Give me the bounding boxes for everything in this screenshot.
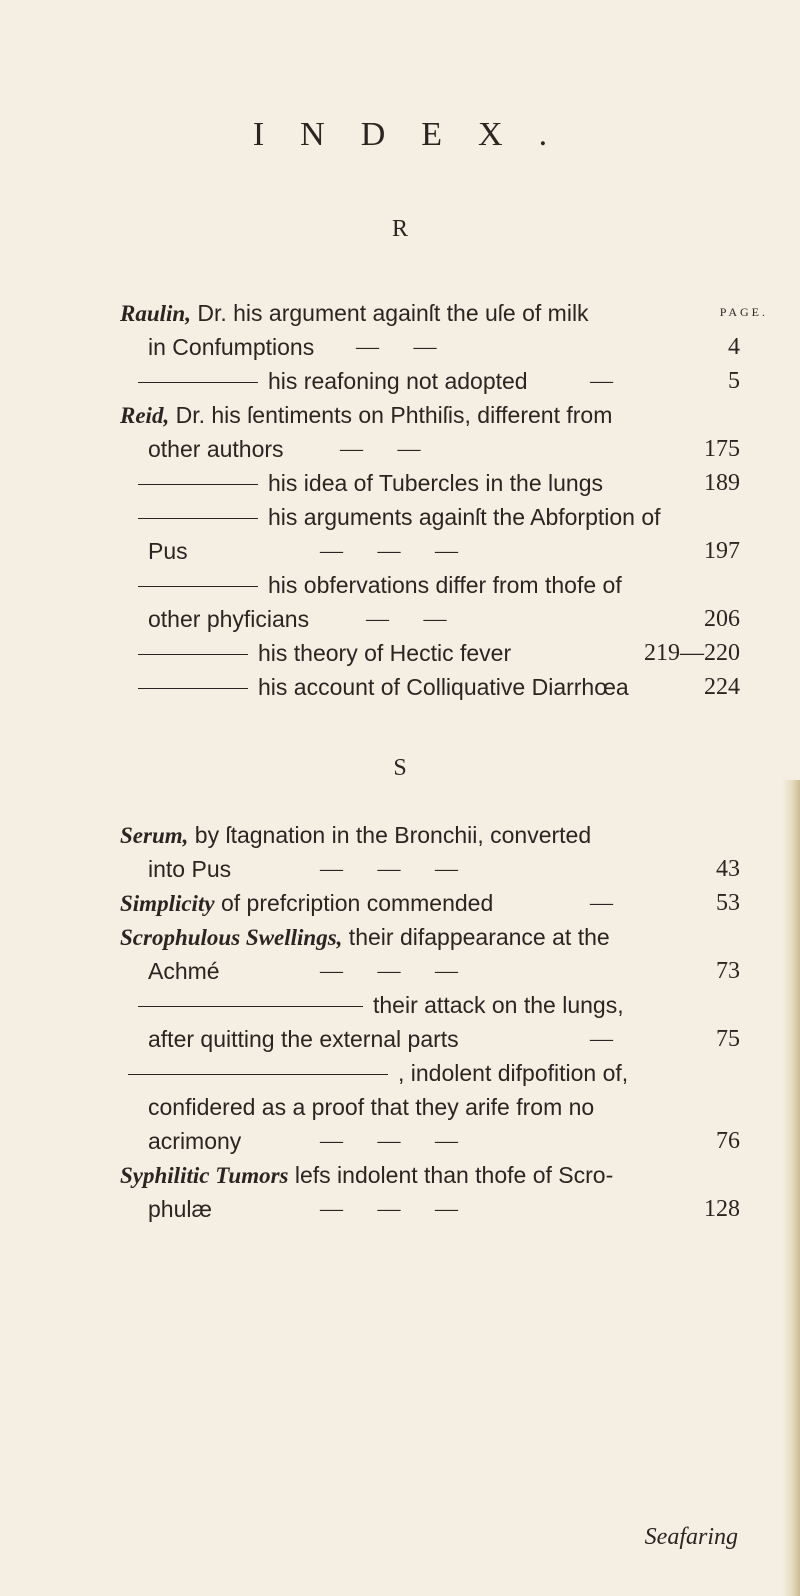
entry-text-group [120, 296, 589, 331]
entry-text: lefs indolent than thofe of Scro- [288, 1162, 614, 1188]
entry-keyword: Serum, [120, 823, 189, 848]
page-number: 43 [716, 856, 740, 882]
leader-dashes: — — — [320, 958, 458, 983]
entry-text: by ſtagnation in the Bronchii, converted [188, 822, 592, 848]
leader-dashes: — [590, 890, 613, 915]
entry-text-group [120, 818, 591, 853]
entry-text: , indolent difpofition of, [398, 1060, 629, 1086]
entry-text-group [148, 1124, 241, 1158]
entry-text-group [120, 398, 612, 433]
entry-keyword: Syphilitic Tumors [120, 1163, 289, 1188]
entry-text: after quitting the external parts [148, 1026, 459, 1052]
r-entry [120, 636, 740, 670]
entry-text-group [148, 432, 284, 466]
entry-text: into Pus [148, 856, 232, 882]
page-title: INDEX. [252, 116, 584, 153]
entry-text: phulæ [148, 1196, 212, 1222]
entry-text-group [375, 988, 624, 1022]
leader-dashes: — — — [320, 1196, 458, 1221]
entry-text-group [120, 920, 610, 955]
entry-keyword: Raulin, [120, 301, 191, 326]
page-number: 53 [716, 890, 740, 916]
s-entry [120, 1090, 740, 1124]
page-number: 206 [704, 606, 740, 632]
entry-text: other phyficians [148, 606, 310, 632]
entry-text-group [148, 1192, 212, 1226]
leader-dashes: — [590, 368, 613, 393]
entry-text: their attack on the lungs, [373, 992, 624, 1018]
page-number: 128 [704, 1196, 740, 1222]
page-number: 224 [704, 674, 740, 700]
entry-text-group [270, 500, 661, 534]
r-entry [120, 364, 740, 398]
r-entry [120, 330, 740, 364]
s-entry [120, 920, 740, 954]
entry-text-group [270, 364, 528, 398]
s-entry [120, 1158, 740, 1192]
entry-text: other authors [148, 436, 284, 462]
r-entry [120, 398, 740, 432]
entry-text: confidered as a proof that they arife from no [148, 1094, 595, 1120]
leader-dashes: — — [366, 606, 447, 631]
leader-dashes: — [590, 1026, 613, 1051]
entry-text-group [148, 1022, 459, 1056]
entry-text: Achmé [148, 958, 220, 984]
entry-keyword: Simplicity [120, 891, 215, 916]
entry-text-group [260, 670, 629, 704]
page-number: 73 [716, 958, 740, 984]
entry-text: their difappearance at the [342, 924, 610, 950]
leader-dashes: — — — [320, 538, 458, 563]
page-number: 197 [704, 538, 740, 564]
ditto-dash [138, 654, 248, 655]
page-number: 219—220 [644, 640, 740, 666]
ditto-dash [138, 382, 258, 383]
r-entry [120, 296, 740, 330]
ditto-dash [138, 688, 248, 689]
entry-text: his idea of Tubercles in the lungs [268, 470, 603, 496]
entry-text-group [120, 886, 493, 921]
ditto-dash [138, 1006, 363, 1007]
page-number: 76 [716, 1128, 740, 1154]
ditto-dash [138, 518, 258, 519]
page-number: 189 [704, 470, 740, 496]
leader-dashes: — — — [320, 1128, 458, 1153]
entry-text: his arguments againſt the Abforption of [268, 504, 661, 530]
page-number: 4 [728, 334, 740, 360]
r-entry [120, 602, 740, 636]
entry-text: in Confumptions [148, 334, 315, 360]
r-entry [120, 534, 740, 568]
ditto-dash [138, 484, 258, 485]
s-entry [120, 1124, 740, 1158]
entry-text-group [270, 466, 603, 500]
catchword: Seafaring [644, 1524, 738, 1550]
entry-text-group [148, 1090, 594, 1124]
entry-keyword: Scrophulous Swellings, [120, 925, 343, 950]
page-edge-shadow [782, 780, 800, 1596]
s-entry [120, 1056, 740, 1090]
entry-text: Dr. his ſentiments on Phthiſis, different from [169, 402, 613, 428]
leader-dashes: — — — [320, 856, 458, 881]
r-entry [120, 432, 740, 466]
entry-text: Dr. his argument againſt the uſe of milk [190, 300, 589, 326]
s-entry [120, 954, 740, 988]
s-entry [120, 1022, 740, 1056]
s-entry [120, 886, 740, 920]
entry-text: his account of Colliquative Diarrhœa [258, 674, 629, 700]
entry-text-group [148, 330, 314, 364]
entry-text-group [148, 602, 309, 636]
section-letter-r: R [391, 216, 408, 242]
entry-text: his reafoning not adopted [268, 368, 528, 394]
leader-dashes: — — [356, 334, 437, 359]
s-entry [120, 818, 740, 852]
entry-text-group [120, 1158, 613, 1193]
ditto-dash [128, 1074, 388, 1075]
page-number: 75 [716, 1026, 740, 1052]
entry-text-group [148, 852, 231, 886]
leader-dashes: — — [340, 436, 421, 461]
r-entry [120, 466, 740, 500]
entry-text-group [260, 636, 511, 670]
page-column-label: PAGE. [719, 305, 768, 319]
page-number: 175 [704, 436, 740, 462]
r-entry [120, 568, 740, 602]
entry-text: of prefcription commended [214, 890, 494, 916]
entry-text: Pus [148, 538, 188, 564]
s-entry [120, 852, 740, 886]
entry-text-group [148, 954, 220, 988]
r-entry [120, 670, 740, 704]
s-entry [120, 1192, 740, 1226]
section-letter-s: S [393, 755, 407, 781]
entry-text-group [148, 534, 188, 568]
entry-text: his obfervations differ from thofe of [268, 572, 622, 598]
r-entry [120, 500, 740, 534]
s-entry [120, 988, 740, 1022]
page-number: 5 [728, 368, 740, 394]
ditto-dash [138, 586, 258, 587]
entry-text: acrimony [148, 1128, 242, 1154]
entry-text-group [270, 568, 622, 602]
entry-keyword: Reid, [120, 403, 170, 428]
entry-text-group [390, 1056, 628, 1090]
entry-text: his theory of Hectic fever [258, 640, 512, 666]
